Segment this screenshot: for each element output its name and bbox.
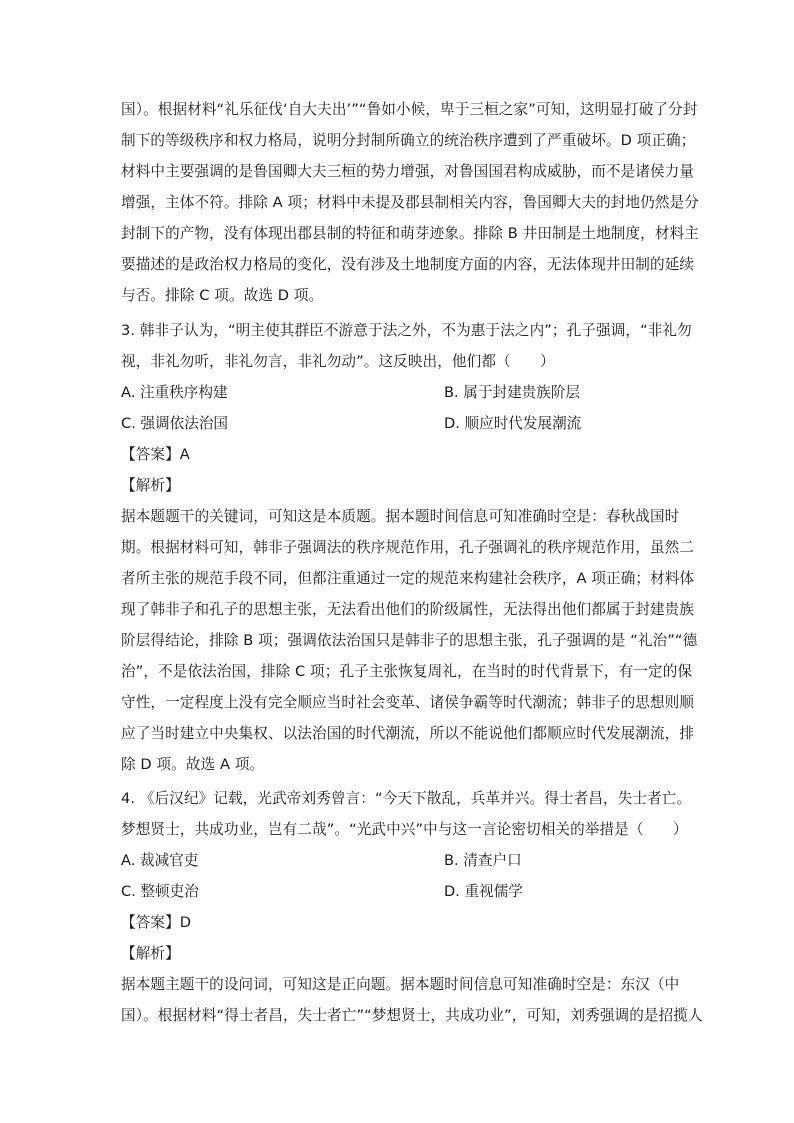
analysis-line: 除 D 项。故选 A 项。: [121, 756, 265, 773]
paragraph-line: 封制下的产物，没有体现出郡县制的特征和萌芽迹象。排除 B 井田制是土地制度，材料主: [121, 225, 699, 242]
analysis-line: 者所主张的规范手段不同，但都注重通过一定的规范来构建社会秩序，A 项正确；材料体: [121, 570, 695, 587]
analysis-line: 国）。根据材料“得士者昌，失士者亡”“梦想贤士，共成功业”，可知，刘秀强调的是招揽人: [121, 1007, 703, 1024]
paragraph-line: 材料中主要强调的是鲁国卿大夫三桓的势力增强，对鲁国国君构成威胁，而不是诸侯力量: [121, 163, 695, 180]
analysis-line: 现了韩非子和孔子的思想主张，无法看出他们的阶级属性，无法得出他们都属于封建贵族: [121, 601, 695, 618]
paragraph-line: 制下的等级秩序和权力格局，说明分封制所确立的统治秩序遭到了严重破坏。D 项正确；: [121, 132, 696, 149]
question-4-answer: 【答案】D: [121, 914, 192, 931]
question-3-stem: 3. 韩非子认为，“明主使其群臣不游意于法之外，不为惠于法之内”；孔子强调，“非礼勿: [121, 322, 692, 339]
question-3-option-c: C. 强调依法治国: [121, 415, 229, 432]
question-3-option-b: B. 属于封建贵族阶层: [444, 384, 581, 401]
question-4-option-a: A. 裁减官吏: [121, 852, 199, 869]
question-4-option-b: B. 清查户口: [444, 852, 522, 869]
analysis-line: 据本题题干的关键词，可知这是本质题。据本题时间信息可知准确时空是：春秋战国时: [121, 508, 680, 525]
question-3-stem: 视，非礼勿听，非礼勿言，非礼勿动”。这反映出，他们都（ ）: [121, 353, 555, 370]
paragraph-line: 国）。根据材料“礼乐征伐‘自大夫出’”“鲁如小候，卑于三桓之家”可知，这明显打破了分封: [121, 101, 698, 118]
analysis-line: 守性，一定程度上没有完全顺应当时社会变革、诸侯争霸等时代潮流；韩非子的思想则顺: [121, 694, 695, 711]
question-3-analysis-label: 【解析】: [121, 477, 180, 494]
paragraph-line: 与否。排除 C 项。故选 D 项。: [121, 287, 324, 304]
question-3-option-a: A. 注重秩序构建: [121, 384, 228, 401]
question-4-option-d: D. 重视儒学: [444, 883, 523, 900]
paragraph-line: 增强，主体不符。排除 A 项；材料中未提及郡县制相关内容，鲁国卿大夫的封地仍然是分: [121, 194, 699, 211]
analysis-line: 应了当时建立中央集权、以法治国的时代潮流，所以不能说他们都顺应时代发展潮流，排: [121, 725, 695, 742]
analysis-line: 期。根据材料可知，韩非子强调法的秩序规范作用，孔子强调礼的秩序规范作用，虽然二: [121, 539, 695, 556]
analysis-line: 据本题主题干的设问词，可知这是正向题。据本题时间信息可知准确时空是：东汉（中: [121, 976, 680, 993]
question-4-option-c: C. 整顿吏治: [121, 883, 199, 900]
question-4-stem: 4. 《后汉纪》记载，光武帝刘秀曾言：“今天下散乱，兵革并兴。得士者昌，失士者亡。: [121, 790, 692, 807]
question-4-stem: 梦想贤士，共成功业，岂有二哉”。“光武中兴”中与这一言论密切相关的举措是（ ）: [121, 821, 688, 838]
question-4-analysis-label: 【解析】: [121, 945, 180, 962]
paragraph-line: 要描述的是政治权力格局的变化，没有涉及土地制度方面的内容，无法体现井田制的延续: [121, 256, 695, 273]
analysis-line: 阶层得结论，排除 B 项；强调依法治国只是韩非子的思想主张，孔子强调的是 “礼治”“德: [121, 632, 698, 649]
question-3-option-d: D. 顺应时代发展潮流: [444, 415, 582, 432]
analysis-line: 治”，不是依法治国，排除 C 项；孔子主张恢复周礼，在当时的时代背景下，有一定的保: [121, 663, 693, 680]
question-3-answer: 【答案】A: [121, 446, 190, 463]
